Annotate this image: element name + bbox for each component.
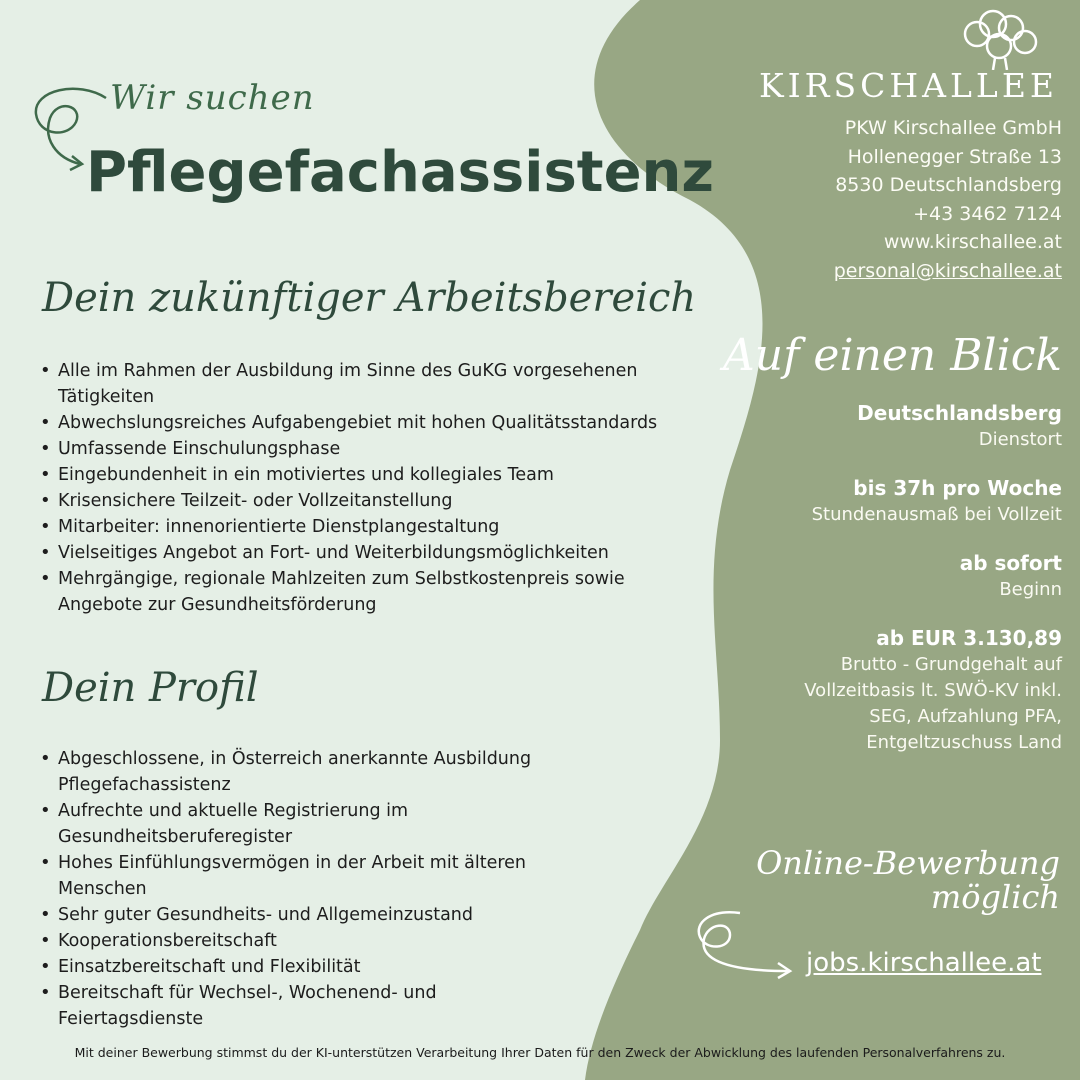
overview-heading: Auf einen Blick: [723, 330, 1062, 381]
website-link[interactable]: www.kirschallee.at: [883, 231, 1062, 253]
fact-value: ab sofort: [959, 551, 1062, 575]
fact-label: Brutto - Grundgehalt auf Vollzeitbasis lt. SWÖ-KV inkl. SEG, Aufzahlung PFA, Entgeltzuschuss Land: [804, 654, 1062, 753]
profile-heading: Dein Profil: [42, 665, 259, 711]
page-title: Pflegefachassistenz: [86, 140, 715, 205]
company-contact: [834, 114, 1062, 285]
contact-line: 8530 Deutschlandsberg: [835, 174, 1062, 196]
online-line-1: Online-Bewerbung: [756, 844, 1060, 882]
fact-label: Dienstort: [978, 429, 1062, 450]
list-item: • Mehrgängige, regionale Mahlzeiten zum Selbstkostenpreis sowie Angebote zur Gesundheitsförderung: [58, 566, 708, 618]
list-item: • Abwechslungsreiches Aufgabengebiet mit hohen Qualitätsstandards: [58, 410, 708, 436]
contact-line: PKW Kirschallee GmbH: [844, 117, 1062, 139]
contact-line: +43 3462 7124: [913, 202, 1062, 225]
list-item: • Sehr guter Gesundheits- und Allgemeinzustand: [58, 902, 578, 928]
list-item: • Aufrechte und aktuelle Registrierung im Gesundheitsberuferegister: [58, 798, 578, 850]
list-item: • Krisensichere Teilzeit- oder Vollzeitanstellung: [58, 488, 708, 514]
list-item: • Einsatzbereitschaft und Flexibilität: [58, 954, 578, 980]
fact-value: ab EUR 3.130,89: [876, 626, 1062, 650]
contact-line: Hollenegger Straße 13: [847, 145, 1062, 168]
fact-label: Beginn: [999, 579, 1062, 600]
list-item: • Eingebundenheit in ein motiviertes und kollegiales Team: [58, 462, 708, 488]
list-item: • Umfassende Einschulungsphase: [58, 436, 708, 462]
fact-value: bis 37h pro Woche: [853, 476, 1062, 500]
jobs-link[interactable]: jobs.kirschallee.at: [806, 948, 1042, 978]
tree-logo-icon: [955, 8, 1045, 70]
list-item: • Abgeschlossene, in Österreich anerkannte Ausbildung Pflegefachassistenz: [58, 746, 578, 798]
list-item: • Bereitschaft für Wechsel-, Wochenend- und Feiertagsdienste: [58, 980, 578, 1032]
curly-arrow-icon: [690, 905, 800, 985]
fact-start: [742, 550, 1062, 603]
overview-facts: [742, 400, 1062, 778]
tagline: Wir suchen: [110, 78, 315, 118]
list-item: • Mitarbeiter: innenorientierte Dienstplangestaltung: [58, 514, 708, 540]
fact-salary: [742, 625, 1062, 756]
list-item: • Hohes Einfühlungsvermögen in der Arbeit mit älteren Menschen: [58, 850, 578, 902]
list-item: • Alle im Rahmen der Ausbildung im Sinne des GuKG vorgesehenen Tätigkeiten: [58, 358, 708, 410]
company-logo: KIRSCHALLEE: [758, 66, 1058, 105]
online-line-2: möglich: [930, 878, 1060, 916]
email-link[interactable]: personal@kirschallee.at: [833, 259, 1062, 282]
fact-hours: [742, 475, 1062, 528]
privacy-footer: Mit deiner Bewerbung stimmst du der KI-unterstützen Verarbeitung Ihrer Daten für den Zweck der Abwicklung des laufenden Personalverfahrens zu.: [74, 1045, 1006, 1060]
list-item: • Kooperationsbereitschaft: [58, 928, 578, 954]
area-list: [40, 358, 708, 618]
online-application-note: [756, 846, 1060, 914]
fact-value: Deutschlandsberg: [857, 401, 1062, 425]
list-item: • Vielseitiges Angebot an Fort- und Weiterbildungsmöglichkeiten: [58, 540, 708, 566]
area-heading: Dein zukünftiger Arbeitsbereich: [42, 275, 697, 321]
fact-label: Stundenausmaß bei Vollzeit: [811, 504, 1062, 525]
fact-location: [742, 400, 1062, 453]
profile-list: [40, 746, 578, 1032]
